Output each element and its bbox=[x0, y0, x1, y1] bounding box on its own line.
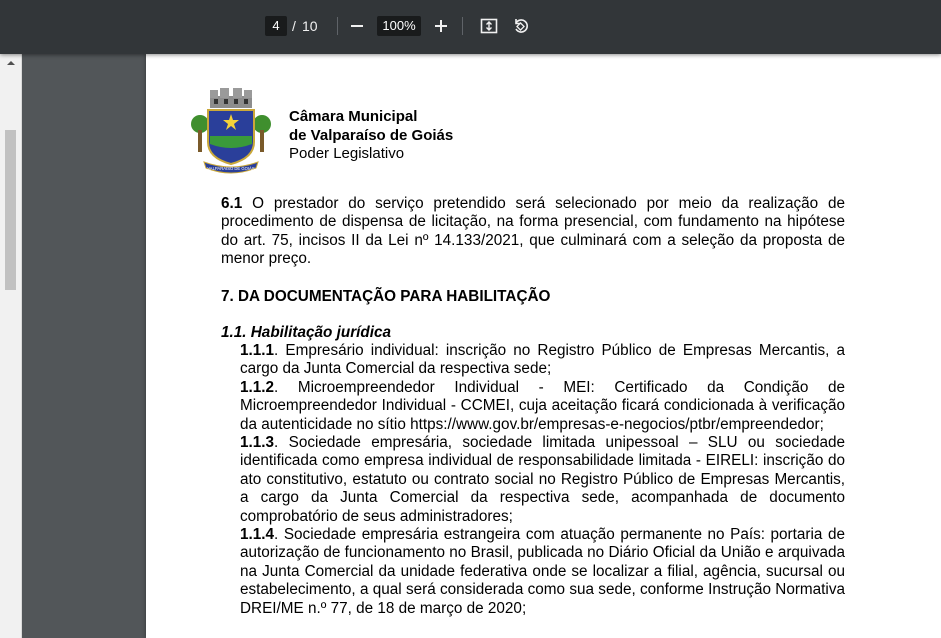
zoom-in-button[interactable] bbox=[428, 13, 454, 39]
item-number: 1.1.2 bbox=[240, 378, 275, 396]
crest-caption: VALPARAÍSO DE GOIÁS bbox=[207, 166, 255, 171]
scroll-up-button[interactable] bbox=[0, 54, 21, 71]
item-number: 1.1.1 bbox=[240, 342, 275, 359]
item-number: 1.1.4 bbox=[240, 526, 275, 544]
list-item bbox=[240, 379, 845, 434]
subsection-heading: 1.1. Habilitação jurídica bbox=[221, 324, 392, 341]
item-text: . Sociedade empresária estrangeira com atuação permanente no País: portaria de autorização de funcionamento no Brasil, publicada no Diário Oficial da União e arquivada na Junta Comercial da unidade federativa onde se localizar a filial, agência, sucursal ou estabelecimento, a qual será considerada como sua sede, conforme Instrução Normativa DREI/ME n.º 77, de 18 de março de 2020; bbox=[240, 526, 845, 617]
vertical-scrollbar[interactable] bbox=[0, 54, 22, 638]
toolbar-divider bbox=[462, 17, 463, 35]
rotate-button[interactable] bbox=[508, 13, 534, 39]
letterhead bbox=[289, 108, 453, 164]
list-item bbox=[240, 342, 845, 379]
paragraph-text: O prestador do serviço pretendido será selecionado por meio da realização de procedimento de dispensa de licitação, na forma presencial, com fundamento na hipótese do art. 75, incisos II da Lei nº 14.133/2021, que culminará com a seleção da proposta de menor preço. bbox=[221, 195, 845, 268]
zoom-out-button[interactable] bbox=[344, 13, 370, 39]
document-page bbox=[146, 54, 941, 638]
rotate-icon bbox=[512, 17, 530, 35]
paragraph-number: 6.1 bbox=[221, 195, 243, 212]
letterhead-title-2: de Valparaíso de Goiás bbox=[289, 126, 454, 144]
item-text: . Empresário individual: inscrição no Registro Público de Empresas Mercantis, a cargo da Junta Comercial da respectiva sede; bbox=[240, 342, 845, 378]
list-item bbox=[240, 434, 845, 526]
pdf-toolbar bbox=[0, 0, 941, 54]
item-number: 1.1.3 bbox=[240, 434, 275, 452]
zoom-in-icon bbox=[434, 19, 448, 33]
paragraph-6-1 bbox=[221, 195, 845, 269]
page-number-input[interactable]: 4 bbox=[265, 16, 287, 36]
scroll-thumb[interactable] bbox=[5, 130, 16, 290]
list-item bbox=[240, 526, 845, 618]
fit-page-button[interactable] bbox=[476, 13, 502, 39]
zoom-out-icon bbox=[350, 19, 364, 33]
scroll-up-arrow-icon bbox=[7, 60, 15, 66]
letterhead-title-1: Câmara Municipal bbox=[289, 108, 418, 125]
item-text: . Sociedade empresária, sociedade limitada unipessoal – SLU ou sociedade identificada como empresa individual de responsabilidade limitada - EIRELI: inscrição do ato constitutivo, estatuto ou contrato social no Registro Público de Empresas Mercantis, a cargo da Junta Comercial da respectiva sede, acompanhada de documento comprobatório de seus administradores; bbox=[240, 434, 845, 525]
item-text: . Microempreendedor Individual - MEI: Certificado da Condição de Microempreendedor Individual - CCMEI, cuja aceitação ficará condicionada à verificação da autenticidade no sítio https://www.gov.br/empresas-e-negocios/ptbr/empreendedor; bbox=[240, 378, 845, 433]
toolbar-divider bbox=[337, 17, 338, 35]
municipal-crest-logo bbox=[190, 86, 272, 178]
page-separator: / bbox=[292, 18, 296, 34]
section-heading: 7. DA DOCUMENTAÇÃO PARA HABILITAÇÃO bbox=[221, 288, 551, 305]
letterhead-subtitle: Poder Legislativo bbox=[289, 145, 405, 162]
item-list bbox=[240, 342, 845, 618]
total-pages: 10 bbox=[302, 18, 318, 34]
zoom-level-input[interactable]: 100% bbox=[377, 16, 421, 36]
fit-page-icon bbox=[480, 17, 498, 35]
